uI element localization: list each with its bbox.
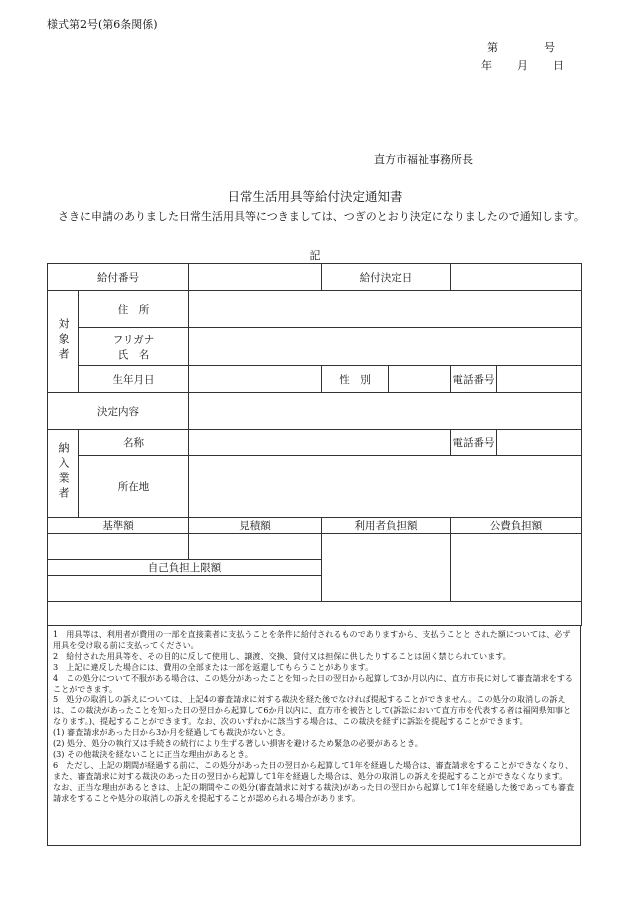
- vendor-location-label: 所在地: [79, 456, 189, 518]
- document-title: 日常生活用具等給付決定通知書: [227, 189, 403, 204]
- estimate-amount-value: [189, 534, 322, 560]
- self-limit-label: 自己負担上限額: [48, 560, 322, 576]
- vendor-name-value: [189, 430, 451, 456]
- blank-row: [48, 602, 582, 626]
- birthdate-value: [189, 366, 322, 393]
- subject-group-label: 対象者: [57, 317, 70, 363]
- number-suffix: 号: [544, 41, 555, 54]
- estimate-amount-label: 見積額: [189, 518, 322, 534]
- document-number: [487, 39, 555, 55]
- vendor-phone-value: [497, 430, 582, 456]
- date-month: 月: [517, 59, 528, 72]
- public-burden-label: 公費負担額: [451, 518, 582, 534]
- vendor-name-label: 名称: [79, 430, 189, 456]
- decision-content-value: [189, 393, 582, 430]
- note-item: 3 上記に違反した場合には、費用の全部または一部を返還してもらうことがあります。: [53, 661, 374, 672]
- standard-amount-label: 基準額: [48, 518, 189, 534]
- grant-number-value: [189, 264, 322, 291]
- address-value: [189, 291, 582, 328]
- ki-label: 記: [309, 249, 321, 262]
- issuing-office: 直方市福祉事務所長: [374, 153, 473, 166]
- note-item: 5 処分の取消しの訴えについては、上記4の審査請求に対する裁決を経た後でなければ提起することができません。この処分の取消しの訴えは、この裁決があったことを知った日の翌日から起算して6か月以内に、直方市を被告として(訴訟において直方市を代表する者は福岡県知事となります。)、提起することができます。なお、次のいずれかに該当する場合は、この裁決を経ずに訴訟を提起することができます。: [53, 694, 572, 727]
- name-label: [79, 328, 189, 366]
- vendor-group-label: 納入業者: [57, 442, 70, 502]
- decision-date-value: [451, 264, 582, 291]
- decision-date-label: 給付決定日: [322, 264, 451, 291]
- grant-number-label: 給付番号: [48, 264, 189, 291]
- address-label: 住 所: [79, 291, 189, 328]
- document-date: [481, 57, 564, 73]
- date-day: 日: [553, 59, 564, 72]
- furigana-label: フリガナ: [112, 333, 155, 346]
- decision-content-label: 決定内容: [48, 393, 189, 430]
- gender-value: [389, 366, 451, 393]
- number-prefix: 第: [487, 41, 498, 54]
- form-label: 様式第2号(第6条関係): [47, 18, 158, 31]
- note-item: (1) 審査請求があった日から3か月を経過しても裁決がないとき。: [53, 727, 291, 738]
- note-item: 4 この処分について不服がある場合は、この処分があったことを知った日の翌日から起算して3か月以内に、直方市長に対して審査請求をすることができます。: [53, 672, 573, 694]
- user-burden-label: 利用者負担額: [322, 518, 451, 534]
- self-limit-value: [48, 576, 322, 602]
- decision-table: [47, 263, 582, 626]
- phone-value: [497, 366, 582, 393]
- standard-amount-value: [48, 534, 189, 560]
- vendor-phone-label: 電話番号: [451, 430, 497, 456]
- note-item: 6 ただし、上記の期間が経過する前に、この処分があった日の翌日から起算して1年を経過した場合は、審査請求をすることができなくなり、また、審査請求に対する裁決のあった日の翌日から起算して1年を経過した場合は、処分の取消しの訴えを提起することができなくなります。なお、正当な理由があるときは、上記の期間やこの処分(審査請求に対する裁決)があった日の翌日から起算して1年を経過した後であっても審査請求をすることや処分の取消しの訴えを提起することが認められる場合があります。: [53, 759, 575, 803]
- date-year: 年: [481, 59, 492, 72]
- vendor-location-value: [189, 456, 582, 518]
- gender-label: 性 別: [322, 366, 389, 393]
- name-value: [189, 328, 582, 366]
- public-burden-value: [451, 534, 582, 602]
- intro-text: さきに申請のありました日常生活用具等につきましては、つぎのとおり決定になりましたので通知します。: [58, 210, 585, 223]
- note-item: (2) 処分、処分の執行又は手続きの続行により生ずる著しい損害を避けるため緊急の必要があるとき。: [53, 738, 423, 749]
- name-text: 氏 名: [117, 348, 150, 361]
- notes-box: [47, 625, 581, 846]
- note-item: 2 給付された用具等を、その目的に反して使用し、譲渡、交換、貸付又は担保に供したりすることは固く禁じられています。: [53, 650, 511, 661]
- birthdate-label: 生年月日: [79, 366, 189, 393]
- user-burden-value: [322, 534, 451, 602]
- phone-label: 電話番号: [451, 366, 497, 393]
- note-item: (3) その他裁決を経ないことに正当な理由があるとき。: [53, 748, 253, 759]
- note-item: 1 用具等は、利用者が費用の一部を直接業者に支払うことを条件に給付されるものでありますから、支払うことと された額については、必ず用具を受け取る前に支払ってください。: [53, 629, 571, 650]
